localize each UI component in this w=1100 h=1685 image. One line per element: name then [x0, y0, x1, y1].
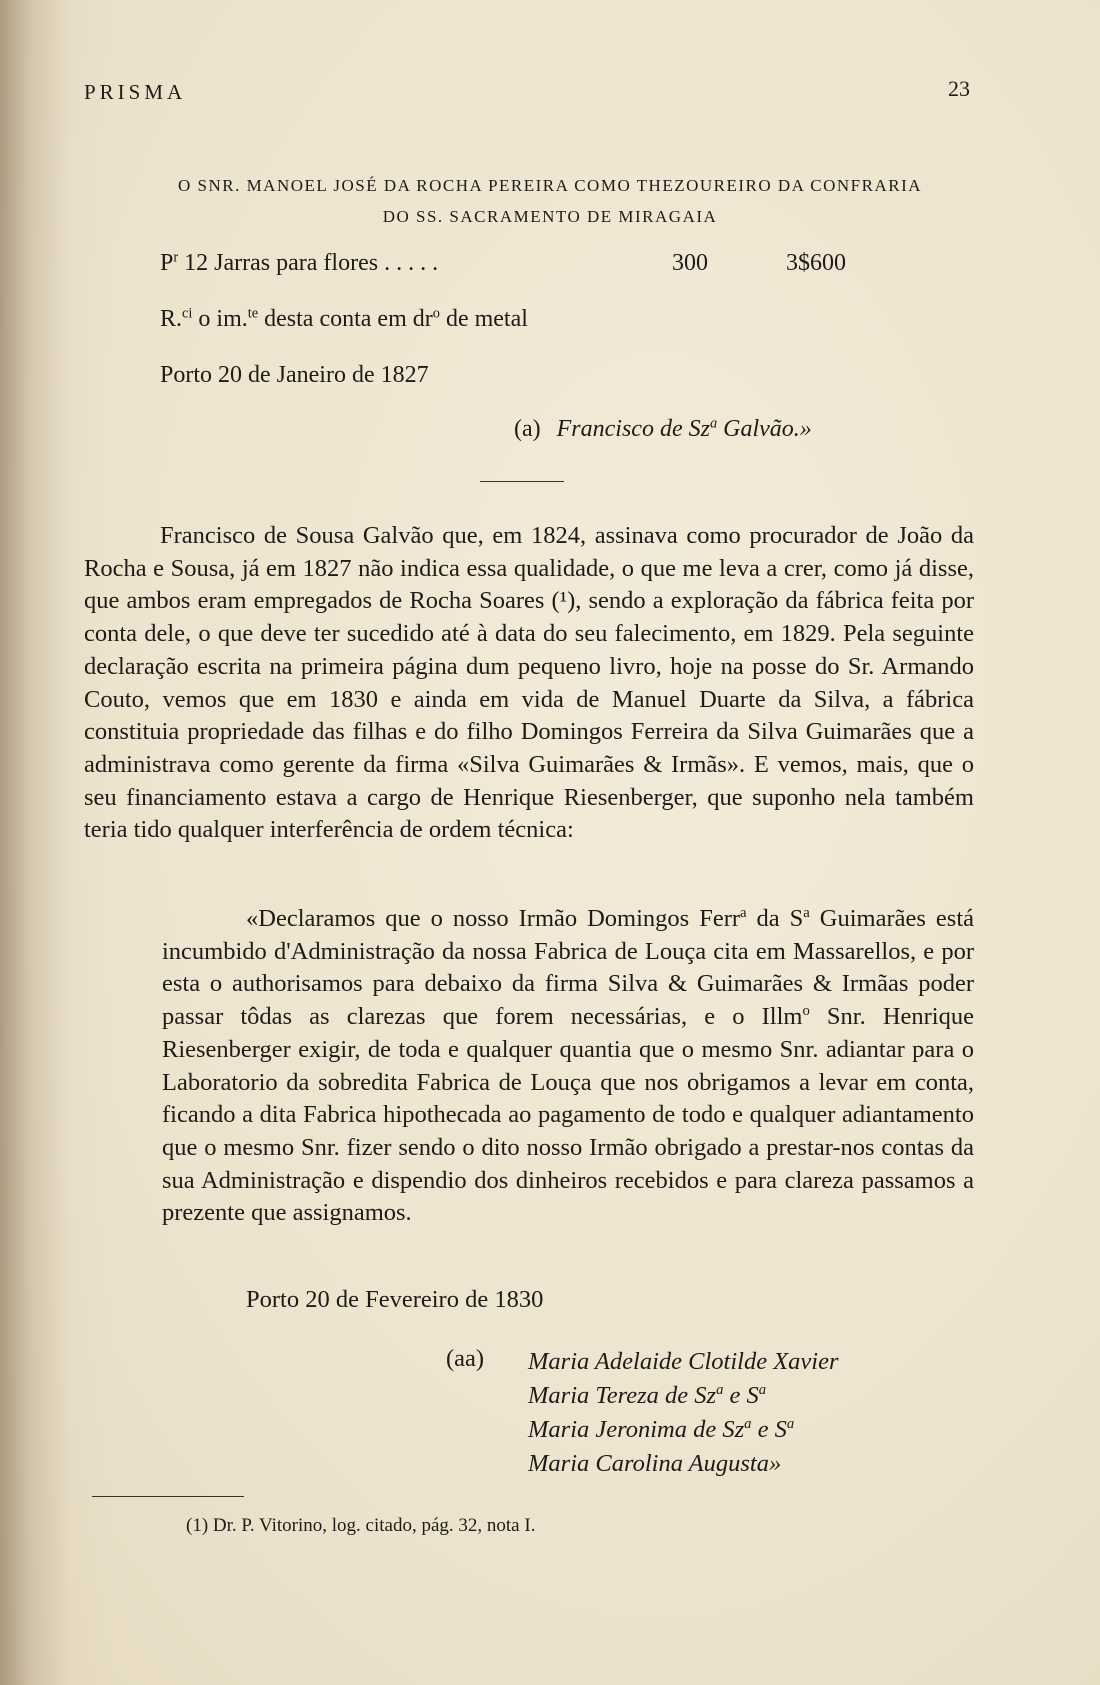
quote-part2: da S	[746, 905, 804, 932]
item-unit-price: 300	[672, 250, 708, 276]
quote-part1: «Declaramos que o nosso Irmão Domingos Ferr	[246, 905, 741, 932]
sig3-sup1: a	[744, 1416, 752, 1433]
closing-place-date: Porto 20 de Fevereiro de 1830	[246, 1286, 544, 1313]
sig2-b: e S	[723, 1382, 759, 1409]
signature-tail: Galvão.»	[723, 416, 812, 442]
page-number: 23	[948, 76, 970, 101]
signature-2	[528, 1379, 839, 1413]
quote-sup1: a	[740, 905, 747, 922]
signature-3	[528, 1413, 839, 1447]
sig3-b: e S	[751, 1416, 787, 1443]
received-text: desta conta em dr	[264, 306, 433, 332]
quote-sup2: a	[803, 905, 810, 922]
running-head: PRISMA	[84, 80, 187, 104]
sig2-a: Maria Tereza de Sz	[528, 1382, 717, 1409]
footnote-rule	[92, 1496, 244, 1497]
sig2-sup2: a	[758, 1382, 767, 1399]
quoted-declaration	[162, 903, 974, 1230]
closing-signed-prefix: (aa)	[446, 1345, 485, 1372]
quote-part3: Guimarães está incumbido d'Administração da nossa Fabrica de Louça cita em Massarellos, e por esta o authorisamos para debaixo da firma Silva & Guimarães & Irmãas poder passar tôdas as clarezas que forem necessárias, e o Illm	[162, 905, 974, 1031]
footnote: (1) Dr. P. Vitorino, log. citado, pág. 32, nota I.	[186, 1515, 536, 1536]
receipt-signature-line	[514, 416, 812, 443]
signature-name: Francisco de Sz	[556, 416, 710, 442]
item-prefix-sup: r	[173, 249, 179, 266]
receipt-heading-line2: DO SS. SACRAMENTO DE MIRAGAIA	[382, 207, 718, 226]
signature-4: Maria Carolina Augusta»	[528, 1450, 782, 1477]
item-text: 12 Jarras para flores . . . . .	[184, 250, 439, 276]
received-mid: o im.	[198, 306, 248, 332]
receipt-heading-line1: O SNR. MANOEL JOSÉ DA ROCHA PEREIRA COMO THEZOUREIRO DA CONFRARIA	[177, 176, 923, 195]
received-sup3: o	[432, 305, 440, 322]
quote-sup3: o	[802, 1003, 810, 1020]
item-prefix: P	[160, 250, 174, 276]
received-sup2: te	[247, 305, 259, 322]
signature-1: Maria Adelaide Clotilde Xavier	[528, 1348, 839, 1375]
quote-part4: Snr. Henrique Riesenberger exigir, de toda e qualquer quantia que o mesmo Snr. adiantar para o Laboratorio da sobredita Fabrica de Louça que nos obrigamos a levar em conta, ficando a dita Fabrica hipothecada ao pagamento de todo e qualquer adiantamento que o mesmo Snr. fizer sendo o dito nosso Irmão obrigado a prestar-nos contas da sua Administração e dispendio dos dinheiros recebidos e para clareza passamos a prezente que assignamos.	[162, 1003, 974, 1227]
signed-prefix: (a)	[514, 416, 541, 442]
received-sup1: ci	[182, 305, 193, 322]
sig3-a: Maria Jeronima de Sz	[528, 1416, 745, 1443]
receipt-item-line	[160, 250, 438, 277]
received-r: R.	[160, 306, 183, 332]
closing-signatures	[528, 1345, 839, 1481]
signature-sup: a	[709, 415, 718, 432]
receipt-place-date: Porto 20 de Janeiro de 1827	[160, 362, 429, 388]
sig2-sup1: a	[716, 1382, 724, 1399]
section-divider	[480, 481, 564, 482]
receipt-received-line	[160, 306, 528, 333]
received-tail: de metal	[445, 306, 528, 332]
sig3-sup2: a	[786, 1416, 795, 1433]
item-total: 3$600	[786, 250, 846, 276]
body-paragraph: Francisco de Sousa Galvão que, em 1824, assinava como procurador de João da Rocha e Sousa, já em 1827 não indica essa qualidade, o que me leva a crer, como já disse, que ambos eram empregados de Rocha Soares (¹), sendo a exploração da fábrica feita por conta dele, o que deve ter sucedido até à data do seu falecimento, em 1829. Pela seguinte declaração escrita na primeira página dum pequeno livro, hoje na posse do Sr. Armando Couto, vemos que em 1830 e ainda em vida de Manuel Duarte da Silva, a fábrica constituia propriedade das filhas e do filho Domingos Ferreira da Silva Guimarães que a administrava como gerente da firma «Silva Guimarães & Irmãs». E vemos, mais, que o seu financiamento estava a cargo de Henrique Riesenberger, que suponho nela também teria tido qualquer interferência de ordem técnica:	[84, 522, 974, 844]
